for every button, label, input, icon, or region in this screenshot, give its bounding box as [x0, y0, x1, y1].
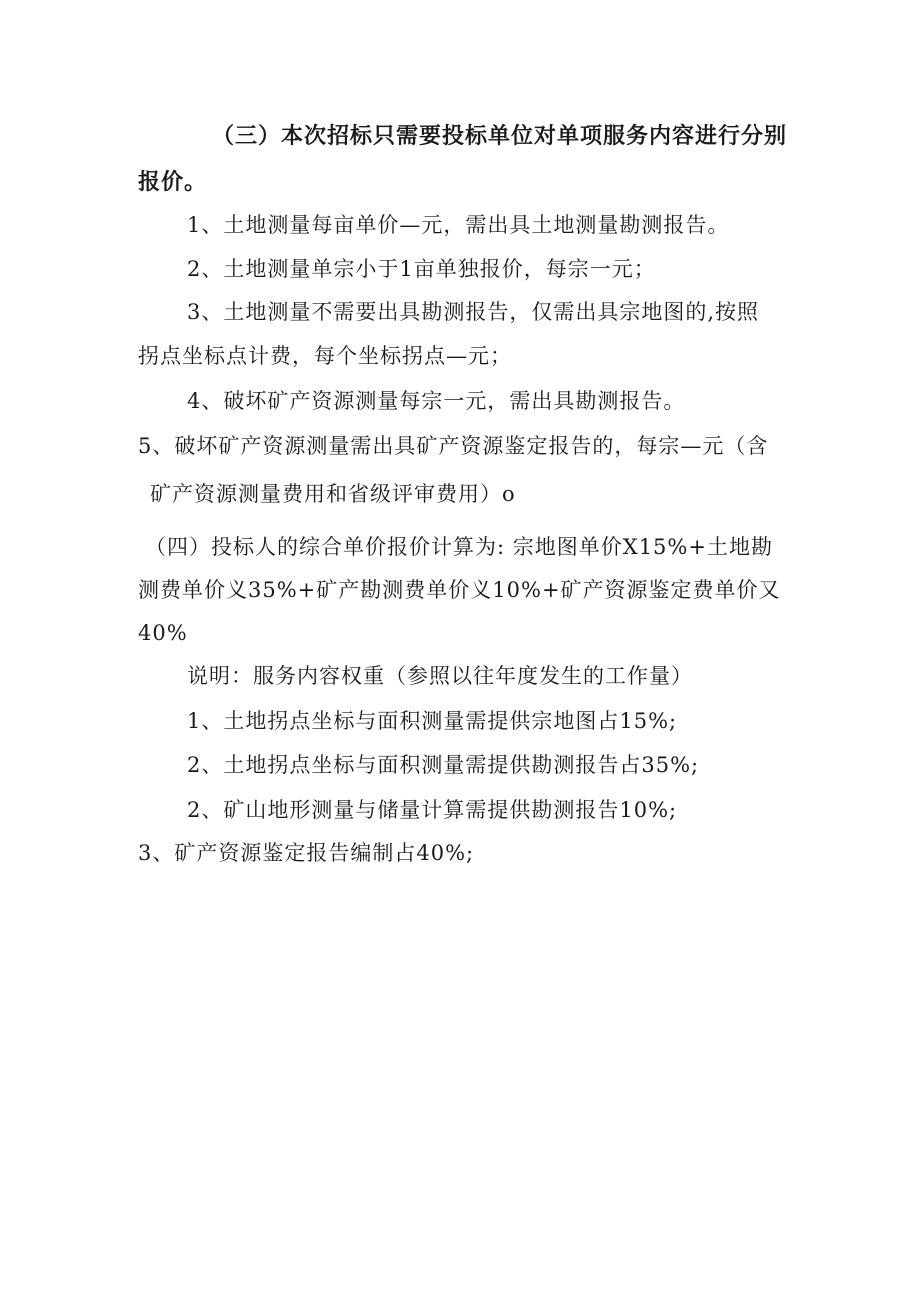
item-3-text-line-2: 拐点坐标点计费，每个坐标拐点—元；: [138, 344, 512, 368]
item-5-text-line-2: 矿产资源测量费用和省级评审费用）o: [150, 482, 516, 506]
note-item-1: 1、土地拐点坐标与面积测量需提供宗地图占15%;: [187, 709, 678, 733]
item-1-text: 1、土地测量每亩单价—元，需出具土地测量勘测报告。: [187, 213, 730, 237]
note-item-3: 2、矿山地形测量与储量计算需提供勘测报告10%;: [187, 798, 678, 822]
item-5-text-line-1: 5、破坏矿产资源测量需出具矿产资源鉴定报告的，每宗—元（含: [138, 434, 769, 458]
section-4-text-line-1: （四）投标人的综合单价报价计算为: 宗地图单价X15%+土地勘: [145, 535, 773, 559]
section-3-heading-line-2: 报价。: [138, 169, 208, 195]
note-heading: 说明：服务内容权重（参照以往年度发生的工作量）: [187, 664, 693, 688]
note-item-4: 3、矿产资源鉴定报告编制占40%;: [138, 841, 475, 865]
note-item-2: 2、土地拐点坐标与面积测量需提供勘测报告占35%;: [187, 753, 700, 777]
item-3-text-line-1: 3、土地测量不需要出具勘测报告，仅需出具宗地图的,按照: [187, 300, 760, 324]
item-2-text: 2、土地测量单宗小于1亩单独报价，每宗一元；: [187, 257, 656, 281]
section-4-text-line-3: 40%: [138, 621, 188, 645]
section-3-heading-line-1: （三）本次招标只需要投标单位对单项服务内容进行分别: [212, 123, 788, 149]
item-4-text: 4、破坏矿产资源测量每宗一元，需出具勘测报告。: [187, 389, 686, 413]
section-4-text-line-2: 测费单价义35%+矿产勘测费单价义10%+矿产资源鉴定费单价又: [138, 578, 781, 602]
